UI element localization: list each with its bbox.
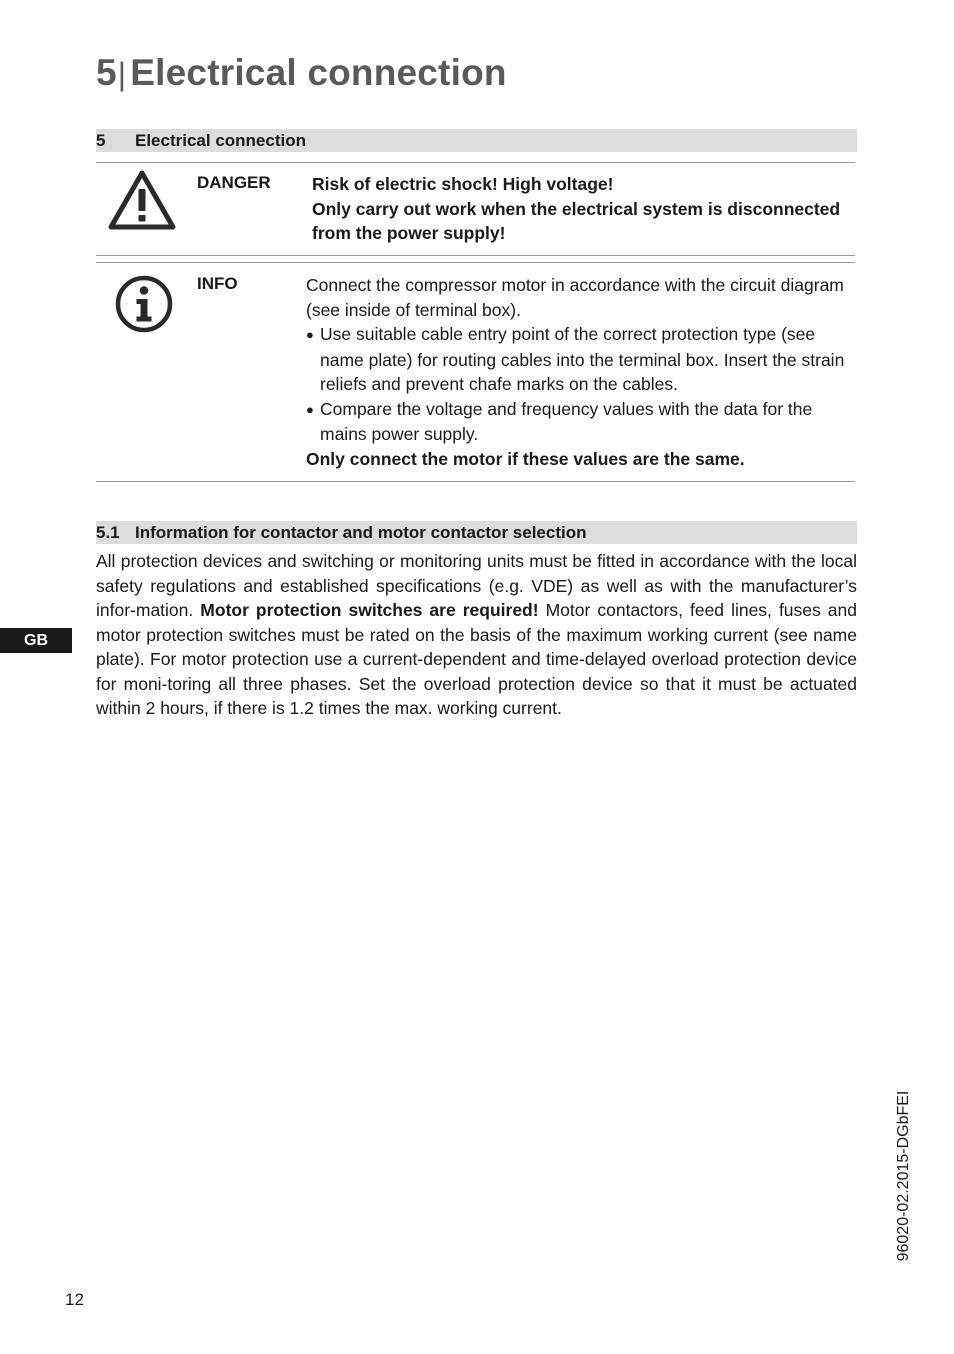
section-heading-5 <box>96 129 857 152</box>
language-tab: GB <box>0 628 72 653</box>
document-code-text: 96020-02.2015-DGbFEI <box>895 1090 912 1262</box>
danger-label: DANGER <box>197 173 271 192</box>
danger-message <box>312 172 857 246</box>
info-bullet-text: Compare the voltage and frequency values with the data for the mains power supply. <box>320 398 813 444</box>
section-title: Electrical connection <box>135 131 306 150</box>
bullet-dot-icon: ● <box>306 401 314 417</box>
page-title-separator: | <box>117 56 127 92</box>
info-bullet <box>306 322 851 397</box>
info-message <box>306 273 851 471</box>
body-bold-text: Motor protection switches are required! <box>200 600 539 620</box>
page-title <box>96 52 507 94</box>
page-title-text: Electrical connection <box>130 52 507 93</box>
info-bullet <box>306 397 851 447</box>
danger-line-1: Risk of electric shock! High voltage! <box>312 174 614 194</box>
divider-info-bottom <box>96 481 855 482</box>
divider-danger-bottom <box>96 255 855 256</box>
danger-line-2: Only carry out work when the electrical system is disconnected from the power supply! <box>312 198 841 243</box>
divider-info-top <box>96 262 855 263</box>
info-circle-icon <box>114 274 174 334</box>
bullet-dot-icon: ● <box>306 327 314 342</box>
section-5-1-body <box>96 549 857 721</box>
section-heading-5-1 <box>96 521 857 544</box>
info-intro: Connect the compressor motor in accordance with the circuit diagram (see inside of terminal box). <box>306 275 844 320</box>
section-number: 5 <box>96 131 106 150</box>
section-number: 5.1 <box>96 523 120 542</box>
info-label: INFO <box>197 274 238 293</box>
info-bullet-text: Use suitable cable entry point of the correct protection type (see name plate) for routing cables into the terminal box. Insert the strain reliefs and prevent chafe marks on the cables. <box>320 324 845 394</box>
page-title-number: 5 <box>96 52 117 93</box>
body-text: All protection devices and switching or monitoring units must be fitted in accordance with the local safety regulations and established specifications (e.g. VDE) as well as with the manufacturer’s infor-mation. <box>96 551 857 620</box>
page-number: 12 <box>65 1290 84 1309</box>
info-closing: Only connect the motor if these values are the same. <box>306 448 745 469</box>
section-title: Information for contactor and motor contactor selection <box>135 523 587 542</box>
warning-triangle-icon <box>108 170 176 230</box>
body-text: Motor contactors, feed lines, fuses and motor protection switches must be rated on the basis of the maximum working current (see name plate). For motor protection use a current-dependent and time-delayed overload protection device for moni-toring all three phases. Set the overload protection device so that it must be actuated within 2 hours, if there is 1.2 times the max. working current. <box>96 600 857 718</box>
divider-top-danger <box>96 162 855 163</box>
